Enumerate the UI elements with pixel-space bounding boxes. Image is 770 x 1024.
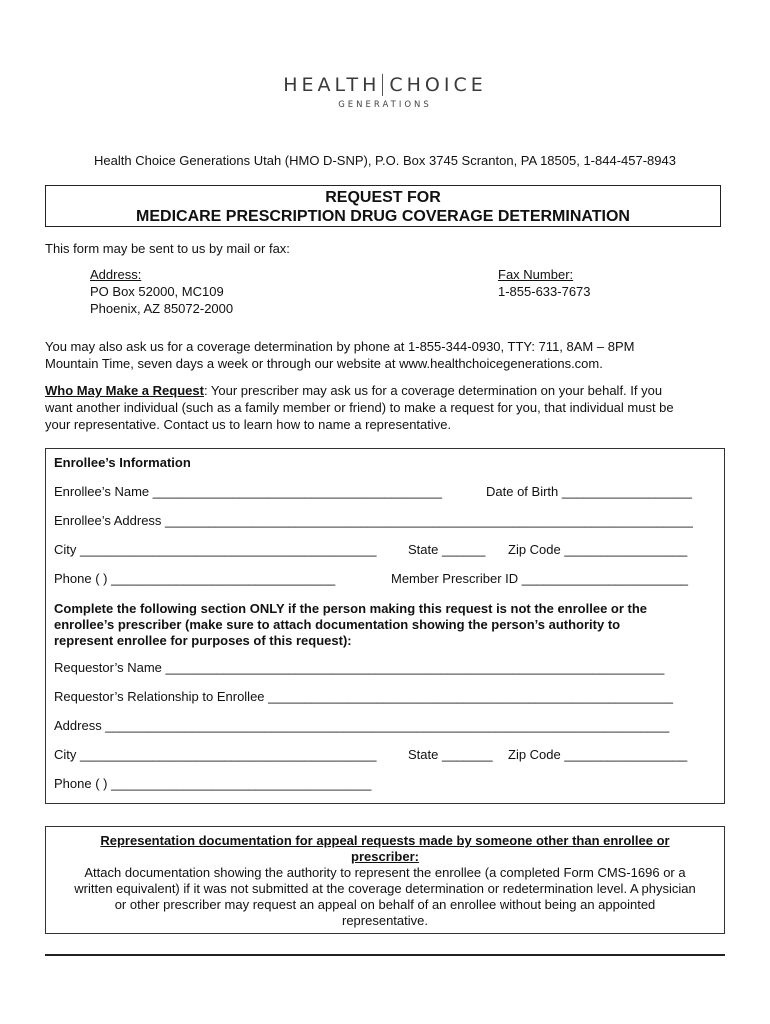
- enrollee-state-field[interactable]: State ______: [408, 542, 486, 557]
- requestor-name-field[interactable]: Requestor’s Name _____________________________________________________________________: [54, 660, 665, 675]
- who-line2: want another individual (such as a family member or friend) to make a request for you, that individual must be: [45, 400, 674, 415]
- who-line3: your representative. Contact us to learn how to name a representative.: [45, 417, 452, 432]
- enrollee-address-field[interactable]: Enrollee’s Address _________________________________________________________________________: [54, 513, 693, 528]
- bottom-divider: [45, 954, 725, 956]
- who-may-request-label: Who May Make a Request: [45, 383, 204, 398]
- representation-line3: or other prescriber may request an appeal on behalf of an enrollee without being an appointed: [114, 897, 656, 912]
- phone-paragraph-line2: Mountain Time, seven days a week or through our website at www.healthchoicegenerations.com.: [45, 356, 603, 371]
- who-may-request-paragraph: [45, 382, 725, 433]
- representation-line2: written equivalent) if it was not submitted at the coverage determination or redetermination level. A physician: [74, 881, 696, 896]
- form-title: [45, 185, 721, 227]
- plan-contact-line: Health Choice Generations Utah (HMO D-SNP), P.O. Box 3745 Scranton, PA 18505, 1-844-457-8943: [94, 153, 676, 168]
- date-of-birth-field[interactable]: Date of Birth __________________: [486, 484, 693, 499]
- requestor-instructions-line2: enrollee’s prescriber (make sure to attach documentation showing the person’s authority to: [54, 617, 621, 632]
- requestor-instructions: [54, 601, 714, 649]
- fax-number: 1-855-633-7673: [498, 284, 591, 299]
- requestor-relationship-field[interactable]: Requestor’s Relationship to Enrollee ________________________________________________________: [54, 689, 674, 704]
- address-line1: PO Box 52000, MC109: [90, 284, 224, 299]
- enrollee-heading: Enrollee’s Information: [54, 455, 191, 470]
- fax-label: Fax Number:: [498, 267, 574, 282]
- representation-heading-line2: prescriber:: [351, 849, 419, 864]
- requestor-instructions-line1: Complete the following section ONLY if the person making this request is not the enrollee or the: [54, 601, 648, 616]
- form-title-line2: MEDICARE PRESCRIPTION DRUG COVERAGE DETERMINATION: [136, 208, 630, 225]
- fax-block: [498, 266, 591, 300]
- representation-documentation-section: [45, 826, 725, 934]
- address-line2: Phoenix, AZ 85072-2000: [90, 301, 234, 316]
- representation-heading-line1: Representation documentation for appeal requests made by someone other than enrollee or: [100, 833, 670, 848]
- who-line1: : Your prescriber may ask us for a coverage determination on your behalf. If you: [203, 383, 663, 398]
- form-title-line1: REQUEST FOR: [325, 189, 441, 206]
- member-prescriber-id-field[interactable]: Member Prescriber ID _______________________: [391, 571, 689, 586]
- phone-paragraph-line1: You may also ask us for a coverage determination by phone at 1-855-344-0930, TTY: 711, 8AM – 8PM: [45, 339, 635, 354]
- enrollee-city-field[interactable]: City _________________________________________: [54, 542, 377, 557]
- health-choice-logo: [0, 74, 770, 110]
- requestor-phone-field[interactable]: Phone ( ) ____________________________________: [54, 776, 372, 791]
- requestor-zip-field[interactable]: Zip Code _________________: [508, 747, 688, 762]
- enrollee-phone-field[interactable]: Phone ( ) _______________________________: [54, 571, 336, 586]
- logo-subtitle: GENERATIONS: [338, 100, 432, 110]
- logo-text-right: CHOICE: [389, 74, 487, 96]
- representation-line1: Attach documentation showing the authority to represent the enrollee (a completed Form CMS-1696 or a: [84, 865, 686, 880]
- phone-paragraph: [45, 338, 725, 372]
- representation-line4: representative.: [342, 913, 428, 928]
- enrollee-zip-field[interactable]: Zip Code _________________: [508, 542, 688, 557]
- enrollee-information-section: [45, 448, 725, 804]
- logo-divider: [382, 74, 383, 96]
- requestor-address-field[interactable]: Address ______________________________________________________________________________: [54, 718, 670, 733]
- address-label: Address:: [90, 267, 142, 282]
- mail-address-block: [90, 266, 233, 317]
- requestor-city-field[interactable]: City _________________________________________: [54, 747, 377, 762]
- intro-text: This form may be sent to us by mail or fax:: [45, 241, 290, 256]
- requestor-state-field[interactable]: State _______: [408, 747, 493, 762]
- enrollee-name-field[interactable]: Enrollee’s Name ________________________________________: [54, 484, 442, 499]
- requestor-instructions-line3: represent enrollee for purposes of this request):: [54, 633, 352, 648]
- logo-text-left: HEALTH: [283, 74, 381, 96]
